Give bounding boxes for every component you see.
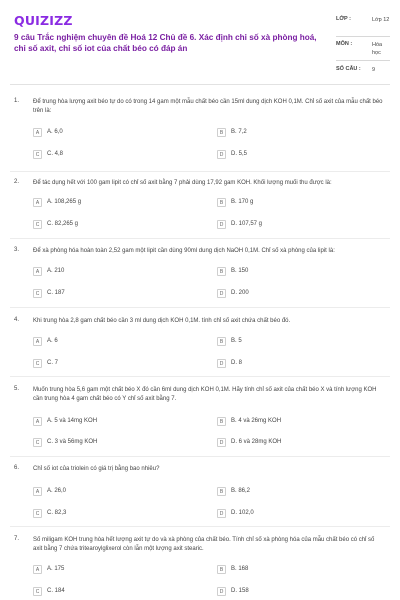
option-a[interactable] — [33, 416, 193, 428]
option-letter-badge: B — [217, 267, 226, 276]
subject-value: Hóa học — [372, 42, 383, 56]
option-text: C. 187 — [47, 289, 65, 296]
option-d[interactable] — [217, 149, 377, 161]
option-d[interactable] — [217, 586, 377, 598]
count-label: SỐ CÂU : — [336, 66, 361, 72]
question-text: Để tác dụng hết với 100 gam lipit có chỉ số axit bằng 7 phải dùng 17,92 gam KOH. Khối lượng muối thu được là: — [33, 180, 332, 186]
option-letter-badge: B — [217, 487, 226, 496]
question-divider — [10, 307, 390, 308]
option-text: C. 4,8 — [47, 150, 64, 157]
document-title: 9 câu Trắc nghiệm chuyên đề Hoá 12 Chủ đề 6. Xác định chỉ số xà phòng hoá, chỉ số axit, chỉ số iot của chất béo có đáp án — [14, 33, 317, 53]
option-letter-badge: B — [217, 128, 226, 137]
question-divider — [10, 376, 390, 377]
option-letter-badge: A — [33, 487, 42, 496]
meta-divider — [336, 60, 390, 61]
option-letter-badge: D — [217, 509, 226, 518]
option-text: B. 168 — [231, 565, 249, 572]
option-c[interactable] — [33, 586, 193, 598]
option-letter-badge: D — [217, 150, 226, 159]
option-d[interactable] — [217, 358, 377, 370]
question-text: Để trung hòa lượng axit béo tự do có trong 14 gam một mẫu chất béo cần 15ml dung dịch KOH 0,1M. Chỉ số axit của mẫu chất béo trên là: — [33, 99, 383, 114]
option-a[interactable] — [33, 486, 193, 498]
option-text: A. 26,0 — [47, 487, 67, 494]
option-letter-badge: A — [33, 267, 42, 276]
class-label: LỚP : — [336, 16, 351, 22]
option-c[interactable] — [33, 219, 193, 231]
option-letter-badge: C — [33, 289, 42, 298]
option-b[interactable] — [217, 266, 377, 278]
option-text: C. 184 — [47, 587, 65, 594]
count-value: 9 — [372, 67, 376, 73]
option-text: B. 5 — [231, 337, 242, 344]
option-d[interactable] — [217, 508, 377, 520]
option-text: A. 6,0 — [47, 128, 63, 135]
option-b[interactable] — [217, 564, 377, 576]
option-text: B. 7,2 — [231, 128, 247, 135]
option-letter-badge: C — [33, 438, 42, 447]
option-text: D. 107,57 g — [231, 220, 263, 227]
option-letter-badge: D — [217, 359, 226, 368]
question-number: 4. — [14, 317, 20, 323]
class-value: Lớp 12 — [372, 17, 390, 23]
option-text: D. 158 — [231, 587, 249, 594]
option-text: C. 3 và 56mg KOH — [47, 438, 98, 445]
option-text: D. 102,0 — [231, 509, 254, 516]
option-letter-badge: A — [33, 128, 42, 137]
option-c[interactable] — [33, 437, 193, 449]
question-number: 6. — [14, 465, 20, 471]
option-b[interactable] — [217, 486, 377, 498]
option-text: D. 5,5 — [231, 150, 248, 157]
option-letter-badge: D — [217, 587, 226, 596]
option-text: D. 8 — [231, 359, 243, 366]
option-text: D. 200 — [231, 289, 249, 296]
option-b[interactable] — [217, 336, 377, 348]
question-text: Để xà phòng hóa hoàn toàn 2,52 gam một lipit cần dùng 90ml dung dịch NaOH 0,1M. Chỉ số xà phòng của lipit là: — [33, 248, 335, 254]
option-letter-badge: A — [33, 417, 42, 426]
question-text: Khi trung hòa 2,8 gam chất béo cần 3 ml dung dịch KOH 0,1M. tính chỉ số axit chứa chất béo đó. — [33, 318, 291, 324]
question-divider — [10, 526, 390, 527]
question-text: Số miligam KOH trung hòa hết lượng axit tự do và xà phòng của chất béo. Tính chỉ số xà phòng hóa của mẫu chất béo có chỉ số axit bằng 7 chứa tritearoylglixerol còn lẫn một lượng axit stearic. — [33, 537, 375, 552]
option-letter-badge: B — [217, 198, 226, 207]
option-letter-badge: C — [33, 150, 42, 159]
option-a[interactable] — [33, 564, 193, 576]
option-letter-badge: B — [217, 417, 226, 426]
question-divider — [10, 456, 390, 457]
option-a[interactable] — [33, 336, 193, 348]
option-b[interactable] — [217, 416, 377, 428]
option-a[interactable] — [33, 127, 193, 139]
question-text: Chỉ số iot của triolein có giá trị bằng bao nhiêu? — [33, 466, 160, 472]
option-d[interactable] — [217, 288, 377, 300]
option-letter-badge: C — [33, 220, 42, 229]
option-a[interactable] — [33, 197, 193, 209]
option-text: A. 6 — [47, 337, 58, 344]
option-a[interactable] — [33, 266, 193, 278]
question-number: 1. — [14, 98, 20, 104]
option-letter-badge: C — [33, 587, 42, 596]
option-text: C. 82,3 — [47, 509, 67, 516]
subject-label: MÔN : — [336, 41, 353, 47]
option-text: B. 86,2 — [231, 487, 251, 494]
option-letter-badge: A — [33, 565, 42, 574]
option-letter-badge: C — [33, 509, 42, 518]
worksheet-header — [0, 0, 400, 82]
option-b[interactable] — [217, 127, 377, 139]
option-letter-badge: D — [217, 220, 226, 229]
option-letter-badge: A — [33, 198, 42, 207]
option-letter-badge: D — [217, 438, 226, 447]
question-number: 5. — [14, 386, 20, 392]
option-text: C. 7 — [47, 359, 59, 366]
option-text: A. 175 — [47, 565, 65, 572]
option-letter-badge: D — [217, 289, 226, 298]
option-letter-badge: C — [33, 359, 42, 368]
option-text: A. 5 và 14mg KOH — [47, 417, 98, 424]
option-c[interactable] — [33, 288, 193, 300]
option-text: B. 4 và 26mg KOH — [231, 417, 282, 424]
option-c[interactable] — [33, 149, 193, 161]
question-number: 7. — [14, 536, 20, 542]
question-number: 3. — [14, 247, 20, 253]
question-text: Muốn trung hòa 5,6 gam một chất béo X đó cần 6ml dung dịch KOH 0,1M. Hãy tính chỉ số axit của chất béo X và tính lượng KOH cần trung hòa 4 gam chất béo có Y chỉ số axit bằng 7. — [33, 387, 377, 402]
question-divider — [10, 171, 390, 172]
question-number: 2. — [14, 179, 20, 185]
option-text: D. 6 và 28mg KOH — [231, 438, 282, 445]
option-d[interactable] — [217, 437, 377, 449]
option-text: A. 108,265 g — [47, 198, 82, 205]
header-divider — [10, 84, 390, 85]
option-c[interactable] — [33, 358, 193, 370]
option-letter-badge: B — [217, 565, 226, 574]
option-letter-badge: A — [33, 337, 42, 346]
option-text: B. 150 — [231, 267, 249, 274]
option-b[interactable] — [217, 197, 377, 209]
option-text: C. 82,265 g — [47, 220, 79, 227]
question-divider — [10, 238, 390, 239]
option-text: A. 210 — [47, 267, 65, 274]
meta-divider — [336, 36, 390, 37]
option-c[interactable] — [33, 508, 193, 520]
option-letter-badge: B — [217, 337, 226, 346]
option-d[interactable] — [217, 219, 377, 231]
quizizz-logo: QUIZIZZ — [14, 13, 73, 28]
option-text: B. 170 g — [231, 198, 254, 205]
